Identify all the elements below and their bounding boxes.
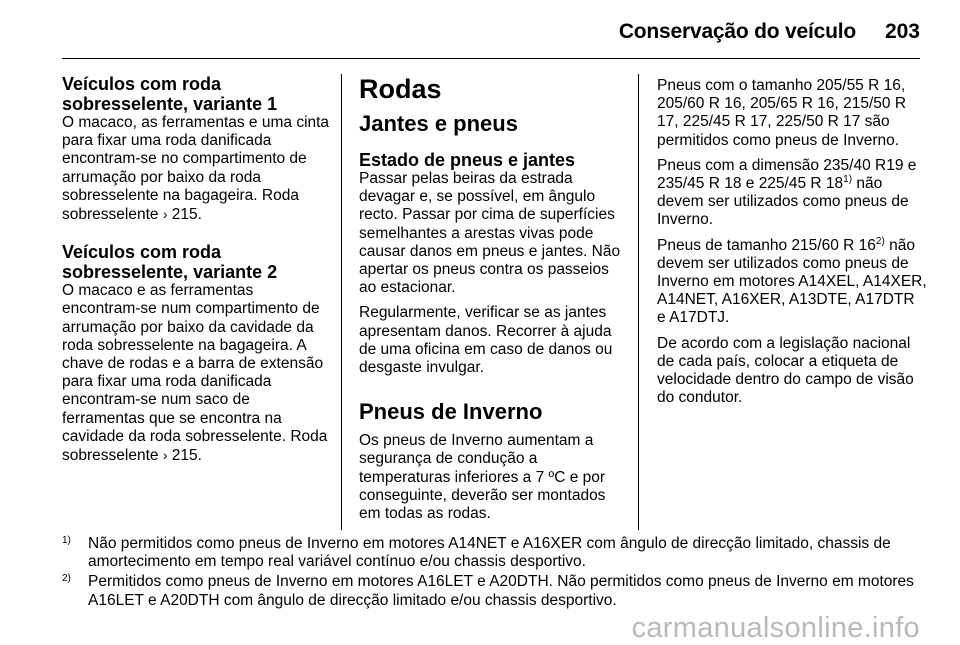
paragraph-not-allowed-1: Pneus com a dimensão 235/40 R19 e 235/45 R 18 e 225/45 R 18$^{1)}$ não devem ser utilizados como pneus de Inverno. bbox=[657, 156, 917, 229]
paragraph-variant-1: O macaco, as ferramentas e uma cinta para fixar uma roda danificada encontram-se no compartimento de arrumação por baixo da roda sobresselente na bagageira. Roda sobresselente › 215. bbox=[62, 114, 330, 224]
header-rule bbox=[62, 58, 920, 59]
footnotes bbox=[62, 535, 920, 612]
footnote-text: Permitidos como pneus de Inverno em motores A16LET e A20DTH. Não permitidos como pneus de Inverno em motores A16LET e A20DTH com ângulo de direcção limitado e/ou chassis desportivo. bbox=[88, 573, 914, 609]
heading-estado: Estado de pneus e jantes bbox=[359, 150, 576, 170]
page-reference[interactable]: 215. bbox=[171, 206, 202, 224]
column-left bbox=[62, 74, 332, 465]
paragraph-not-allowed-2: Pneus de tamanho 215/60 R 16$^{2)}$ não devem ser utilizados como pneus de Inverno em motores A14XEL, A14XER, A14NET, A16XER, A13DTE, A17DTR e A17DTJ. bbox=[657, 235, 927, 327]
page-reference-icon: › bbox=[162, 447, 168, 464]
paragraph-estado-1: Passar pelas beiras da estrada devagar e, se possível, em ângulo recto. Passar por cima de superfícies semelhantes a arestas vivas pode causar danos em pneus e jantes. Não apertar os pneus contra os passeios ao estacionar. bbox=[359, 170, 621, 297]
footnote-text: Não permitidos como pneus de Inverno em motores A14NET e A16XER com ângulo de direcção limitado, chassis de amortecimento em tempo real variável contínuo e/ou chassis desportivo. bbox=[88, 535, 891, 571]
footnote-2 bbox=[62, 573, 920, 609]
page-reference-icon: › bbox=[162, 206, 168, 223]
paragraph-speed-label: De acordo com a legislação nacional de cada país, colocar a etiqueta de velocidade dentro do campo de visão do condutor. bbox=[657, 334, 914, 407]
footnote-1 bbox=[62, 535, 920, 571]
watermark: carmanualsonline.info bbox=[631, 612, 920, 644]
paragraph-tyre-sizes: Pneus com o tamanho 205/55 R 16, 205/60 R 16, 205/65 R 16, 215/50 R 17, 225/45 R 17, 225/50 R 17 são permitidos como pneus de Inverno. bbox=[657, 77, 907, 149]
column-divider bbox=[341, 74, 342, 530]
page-header bbox=[0, 0, 960, 60]
heading-rodas: Rodas bbox=[359, 74, 442, 104]
column-divider bbox=[638, 74, 639, 530]
heading-pneus-inverno: Pneus de Inverno bbox=[359, 399, 543, 425]
footnote-mark: 2) bbox=[62, 573, 71, 585]
heading-variant-2: Veículos com roda sobresselente, variante 2 bbox=[62, 242, 278, 283]
page-number: 203 bbox=[884, 20, 920, 43]
column-right bbox=[657, 77, 927, 407]
paragraph-variant-2: O macaco e as ferramentas encontram-se num compartimento de arrumação por baixo da cavidade da roda sobresselente na bagageira. A chave de rodas e a barra de extensão para fixar uma roda danificada encontram-se num saco de ferramentas que se encontra na cavidade da roda sobresselente. Roda sobresselente › 215. bbox=[62, 282, 328, 465]
section-title: Conservação do veículo bbox=[618, 20, 856, 43]
footnote-ref[interactable]: 2) bbox=[875, 235, 885, 247]
heading-jantes-pneus: Jantes e pneus bbox=[359, 111, 518, 136]
heading-variant-1: Veículos com roda sobresselente, variante 1 bbox=[62, 74, 278, 114]
paragraph-inverno: Os pneus de Inverno aumentam a segurança de condução a temperaturas inferiores a 7 ºC e por conseguinte, deverão ser montados em todas as rodas. bbox=[359, 432, 606, 523]
footnote-ref[interactable]: 1) bbox=[843, 173, 853, 185]
paragraph-estado-2: Regularmente, verificar se as jantes apresentam danos. Recorrer à ajuda de uma oficina em caso de danos ou desgaste invulgar. bbox=[359, 304, 613, 377]
page-reference[interactable]: 215. bbox=[171, 447, 202, 465]
footnote-mark: 1) bbox=[62, 535, 71, 546]
column-middle bbox=[359, 74, 629, 523]
